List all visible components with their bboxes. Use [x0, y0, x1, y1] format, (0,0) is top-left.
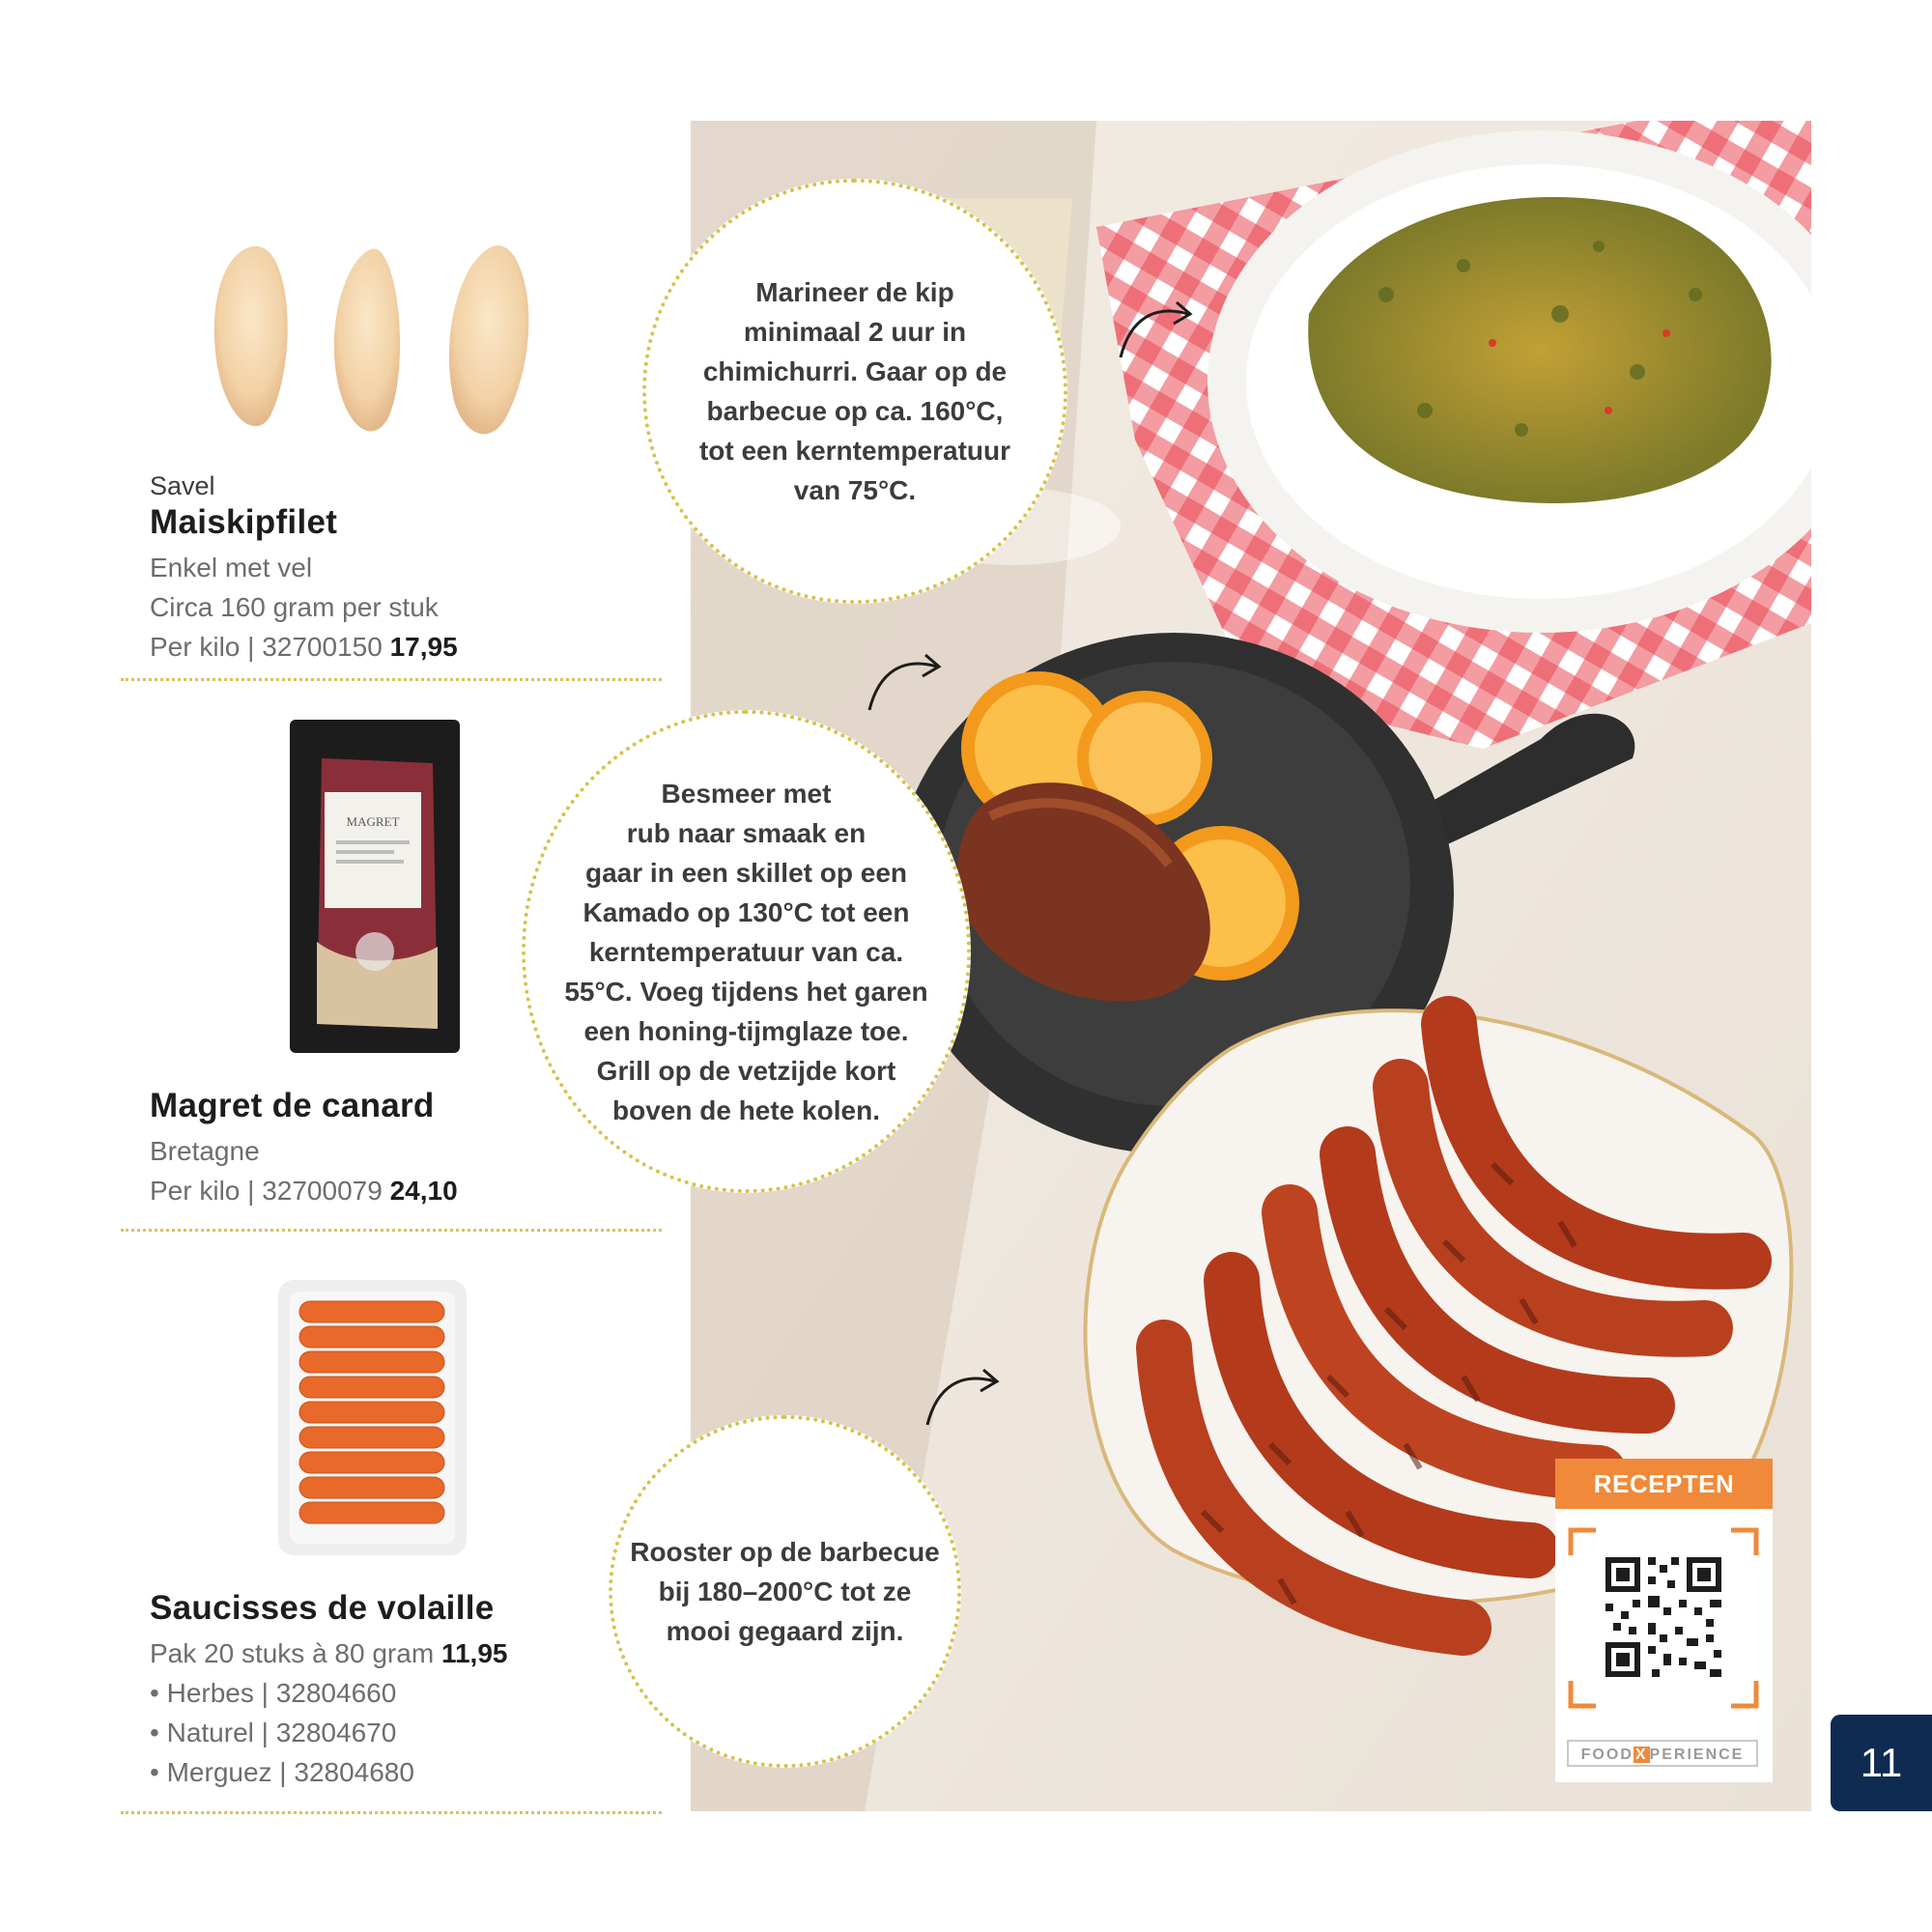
- product-saucisses-de-volaille: [150, 1589, 662, 1792]
- tip-line: kerntemperatuur van ca.: [588, 936, 904, 967]
- product-price-line: [150, 1171, 662, 1210]
- divider: |: [247, 632, 263, 662]
- price-unit: Per kilo: [150, 1176, 241, 1206]
- article-number: 32700150: [262, 632, 383, 662]
- divider-line: [121, 1229, 662, 1232]
- product-price-line: [150, 1634, 662, 1673]
- tip-line: Grill op de vetzijde kort: [596, 1055, 896, 1086]
- product-name: Saucisses de volaille: [150, 1589, 495, 1627]
- tip-line: mooi gegaard zijn.: [666, 1616, 904, 1646]
- tip-line: Kamado op 130°C tot een: [582, 896, 910, 927]
- foodxperience-logo: [1567, 1740, 1758, 1767]
- article-number: 32700079: [262, 1176, 383, 1206]
- product-detail: Circa 160 gram per stuk: [150, 592, 439, 622]
- tip-line: Rooster op de barbecue: [630, 1537, 940, 1567]
- logo-x: X: [1634, 1747, 1648, 1763]
- pack-info: Pak 20 stuks à 80 gram: [150, 1638, 435, 1668]
- logo-text-left: FOOD: [1580, 1747, 1634, 1763]
- tip-line: tot een kerntemperatuur: [698, 436, 1011, 466]
- page-number-badge: 11: [1831, 1715, 1932, 1811]
- tip-line: boven de hete kolen.: [612, 1094, 880, 1125]
- variant-label: Merguez: [166, 1757, 272, 1787]
- divider-line: [121, 1811, 662, 1814]
- tip-line: minimaal 2 uur in: [743, 317, 967, 347]
- chicken-fillet-image: [203, 232, 560, 454]
- tip-line: rub naar smaak en: [626, 817, 867, 848]
- tip-line: bij 180–200°C tot ze: [658, 1577, 912, 1606]
- price: 17,95: [389, 632, 458, 662]
- package-label: MAGRET: [346, 814, 400, 829]
- recipe-qr-box[interactable]: [1555, 1459, 1773, 1782]
- article-number: 32804670: [275, 1718, 397, 1747]
- price-unit: Per kilo: [150, 632, 241, 662]
- variant-label: Herbes: [166, 1678, 254, 1708]
- product-name: Magret de canard: [150, 1087, 435, 1124]
- tip-line: Besmeer met: [661, 778, 832, 809]
- tip-line: gaar in een skillet op een: [584, 857, 907, 888]
- variant-label: Naturel: [166, 1718, 254, 1747]
- product-detail: Bretagne: [150, 1136, 260, 1166]
- divider: |: [247, 1176, 263, 1206]
- divider-line: [121, 678, 662, 681]
- tip-line: 55°C. Voeg tijdens het garen: [564, 976, 928, 1007]
- tip-line: chimichurri. Gaar op de: [702, 356, 1008, 386]
- variant-item: • Naturel | 32804670: [150, 1718, 397, 1747]
- product-detail: Enkel met vel: [150, 553, 313, 582]
- recipe-title: RECEPTEN: [1555, 1459, 1773, 1509]
- variant-item: • Herbes | 32804660: [150, 1678, 397, 1708]
- tip-line: een honing-tijmglaze toe.: [583, 1015, 909, 1046]
- tip-bubble-duck: [522, 710, 971, 1193]
- tip-bubble-sausages: [609, 1415, 961, 1768]
- product-maiskipfilet: [150, 471, 662, 667]
- sausage-tray-image: [278, 1280, 467, 1555]
- tip-line: van 75°C.: [793, 475, 917, 505]
- magret-package-image: [278, 720, 471, 1058]
- logo-text-right: PERIENCE: [1649, 1747, 1745, 1763]
- variant-item: • Merguez | 32804680: [150, 1757, 414, 1787]
- product-price-line: [150, 627, 662, 667]
- article-number: 32804680: [294, 1757, 414, 1787]
- qr-code-icon[interactable]: [1567, 1526, 1760, 1710]
- tip-line: barbecue op ca. 160°C,: [706, 396, 1004, 426]
- product-name: Maiskipfilet: [150, 503, 338, 541]
- tip-bubble-chicken: [642, 179, 1067, 604]
- product-brand: Savel: [150, 471, 215, 500]
- article-number: 32804660: [275, 1678, 397, 1708]
- tip-line: Marineer de kip: [755, 277, 954, 307]
- price: 11,95: [440, 1638, 508, 1668]
- price: 24,10: [389, 1176, 458, 1206]
